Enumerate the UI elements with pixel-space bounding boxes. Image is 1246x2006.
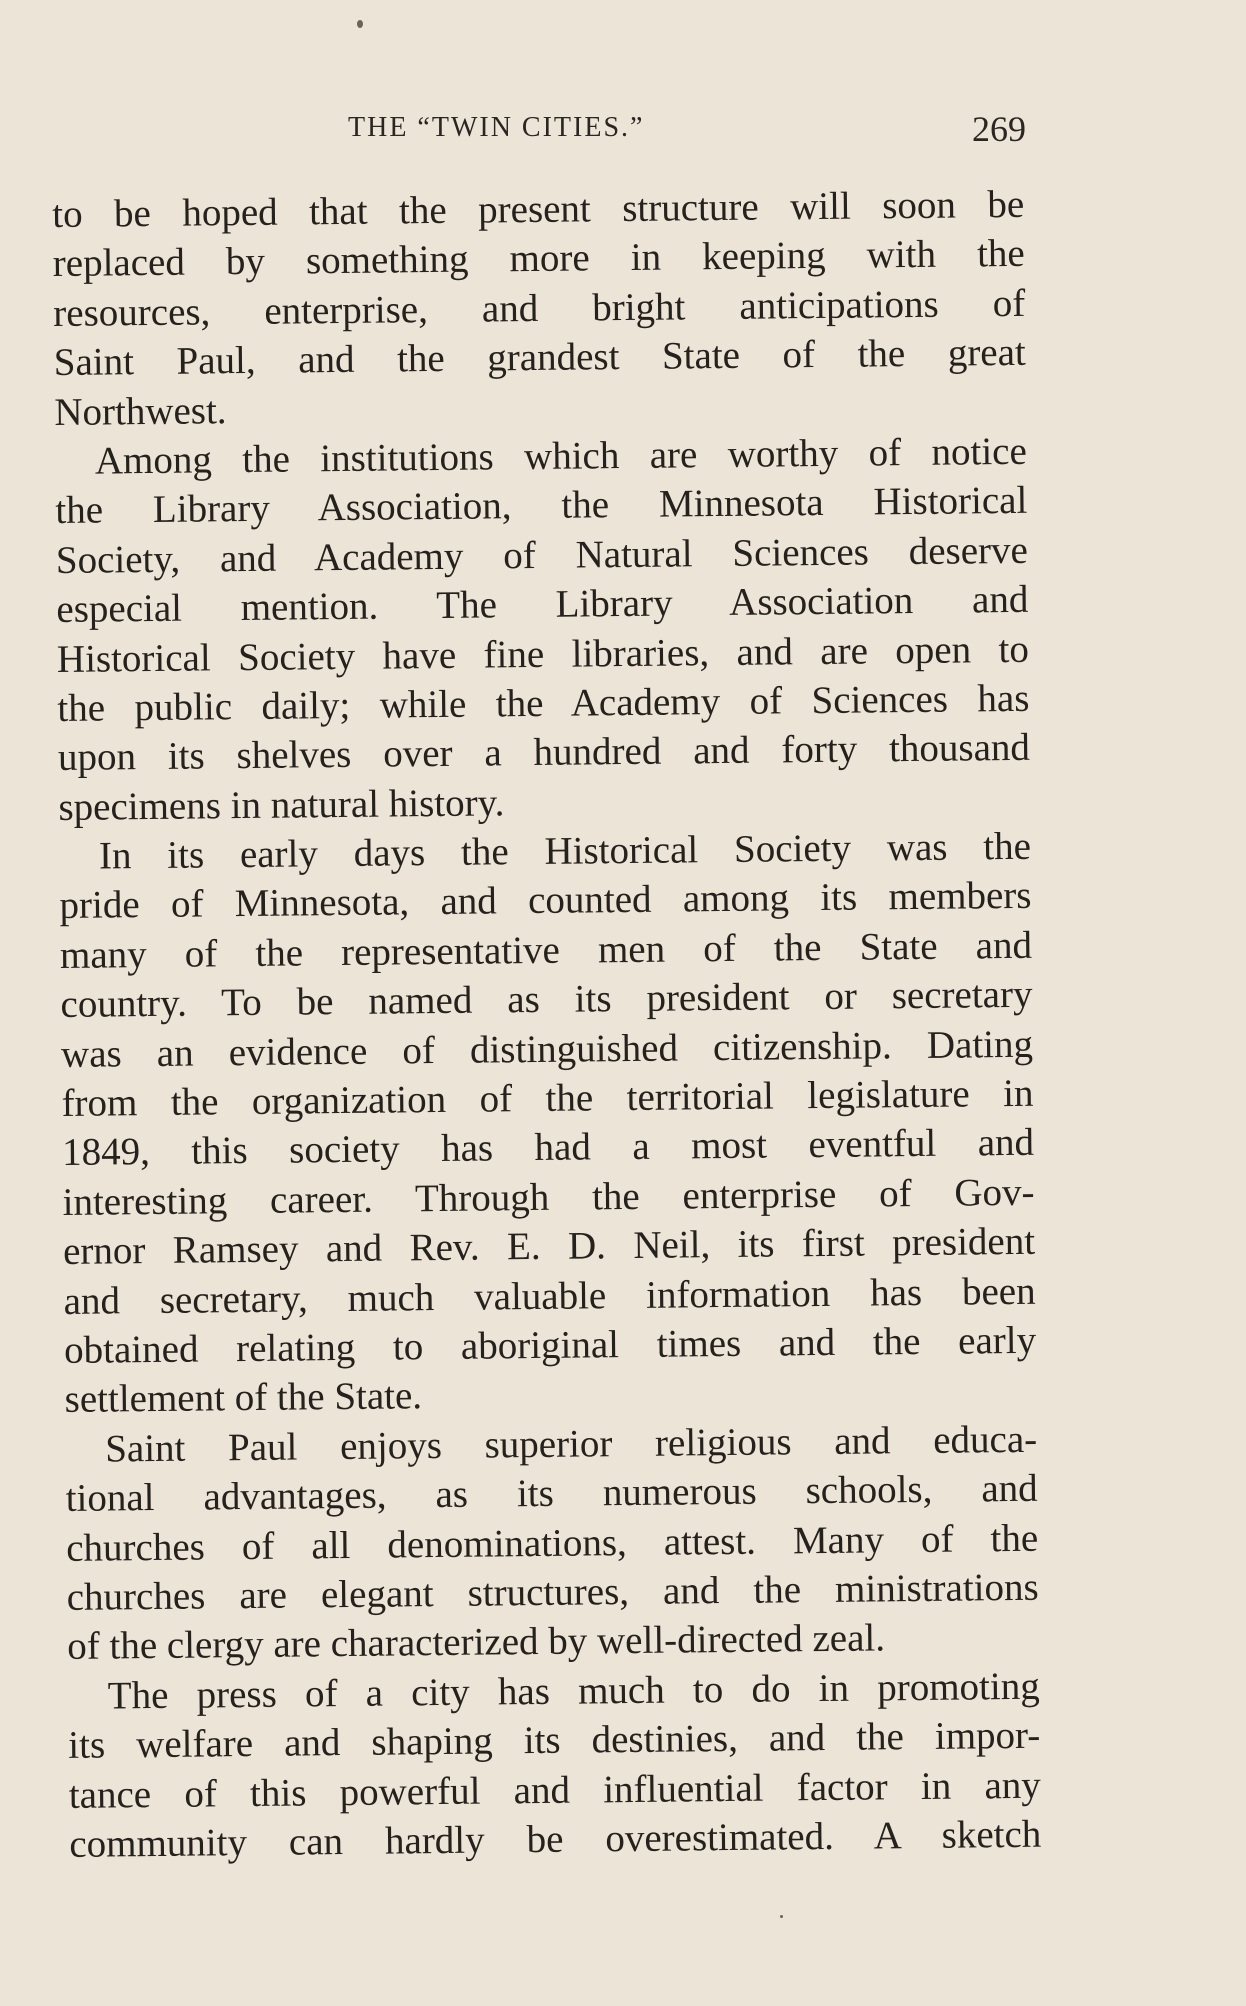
text-line: its welfare and shaping its destinies, and the impor- xyxy=(68,1713,1041,1768)
text-line: Northwest. xyxy=(54,388,227,434)
text-line: 1849, this society has had a most eventful and xyxy=(61,1121,1035,1175)
text-line: resources, enterprise, and bright anticipations of xyxy=(53,281,1026,335)
text-line: to be hoped that the present structure will soon be xyxy=(52,182,1025,236)
text-line: churches of all denominations, attest. Many of the xyxy=(65,1516,1039,1570)
body-text xyxy=(52,180,1042,1869)
text-line: many of the representative men of the State and xyxy=(59,923,1033,977)
running-header xyxy=(348,108,1026,156)
text-line: and secretary, much valuable information has been xyxy=(63,1269,1036,1323)
text-line: Among the institutions which are worthy of notice xyxy=(94,429,1028,483)
text-line: The press of a city has much to do in promoting xyxy=(107,1664,1040,1718)
text-line: settlement of the State. xyxy=(64,1374,423,1422)
text-line: tance of this powerful and influential factor in any xyxy=(68,1763,1041,1817)
text-line: Society, and Academy of Natural Sciences deserve xyxy=(55,528,1029,582)
text-line: upon its shelves over a hundred and forty thousand xyxy=(57,726,1031,780)
ink-speck xyxy=(357,20,363,28)
text-line: country. To be named as its president or secretary xyxy=(60,973,1033,1027)
page-number: 269 xyxy=(972,109,1026,149)
text-line: Saint Paul, and the grandest State of the great xyxy=(53,330,1026,385)
text-line: specimens in natural history. xyxy=(58,780,505,829)
text-line: was an evidence of distinguished citizenship. Dating xyxy=(60,1022,1034,1076)
text-line: from the organization of the territorial legislature in xyxy=(61,1071,1034,1125)
text-line: ernor Ramsey and Rev. E. D. Neil, its first president xyxy=(62,1219,1036,1274)
text-line: community can hardly be overestimated. A sketch xyxy=(69,1812,1042,1866)
text-line: the public daily; while the Academy of Sciences has xyxy=(57,676,1030,730)
text-line: churches are elegant structures, and the ministrations xyxy=(66,1565,1039,1619)
text-line: Historical Society have fine libraries, and are open to xyxy=(56,627,1030,681)
text-line: pride of Minnesota, and counted among its members xyxy=(59,874,1032,928)
text-line: tional advantages, as its numerous schools, and xyxy=(65,1466,1038,1521)
text-line: Saint Paul enjoys superior religious and educa- xyxy=(104,1417,1038,1471)
text-line: In its early days the Historical Society was the xyxy=(98,824,1032,878)
text-line: replaced by something more in keeping with the xyxy=(52,232,1025,286)
running-title: THE “TWIN CITIES.” xyxy=(348,112,645,143)
text-line: obtained relating to aboriginal times and the early xyxy=(63,1318,1037,1372)
text-line: the Library Association, the Minnesota Historical xyxy=(55,479,1028,533)
text-line: especial mention. The Library Association and xyxy=(56,577,1029,632)
text-line: of the clergy are characterized by well-directed zeal. xyxy=(67,1616,886,1669)
ink-speck xyxy=(780,1915,783,1918)
text-line: interesting career. Through the enterprise of Gov- xyxy=(62,1170,1035,1224)
